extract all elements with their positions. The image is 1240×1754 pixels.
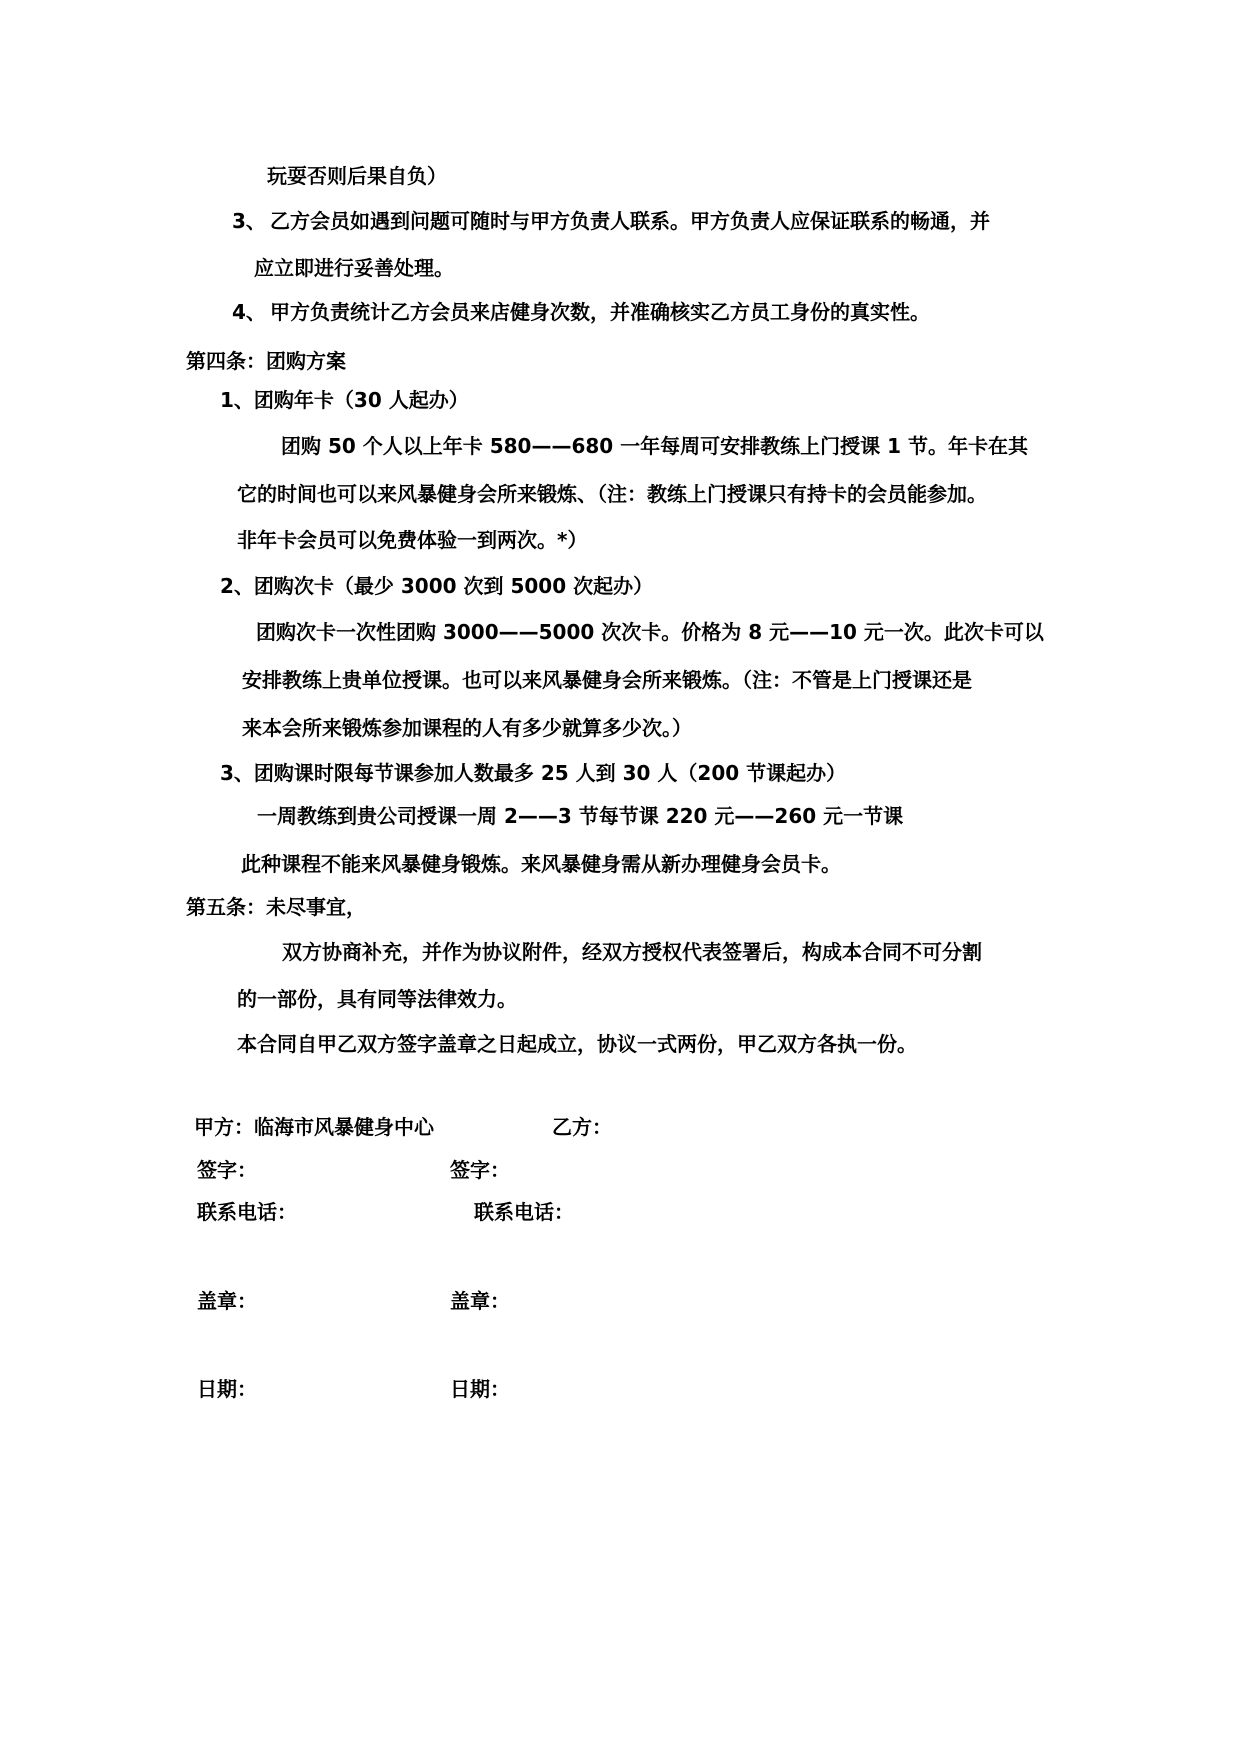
party-b-phone-label: 联系电话： — [474, 1200, 574, 1224]
clause-item-4-number: 4、 — [232, 300, 266, 324]
party-b-seal-label: 盖章： — [450, 1289, 510, 1313]
party-a-date-label: 日期： — [197, 1377, 257, 1401]
clause-item-3-number: 3、 — [232, 209, 266, 233]
party-b-label: 乙方： — [552, 1115, 612, 1139]
article-4-heading: 第四条：团购方案 — [186, 349, 346, 373]
plan-class-hours-line-1: 一周教练到贵公司授课一周 2——3 节每节课 220 元——260 元一节课 — [257, 804, 904, 828]
clause-item-3-line-1: 乙方会员如遇到问题可随时与甲方负责人联系。甲方负责人应保证联系的畅通，并 — [270, 209, 990, 233]
plan-annual-card-line-2: 它的时间也可以来风暴健身会所来锻炼、（注：教练上门授课只有持卡的会员能参加。 — [237, 482, 987, 506]
party-a-signature-label: 签字： — [197, 1158, 257, 1182]
party-a-seal-label: 盖章： — [197, 1289, 257, 1313]
plan-annual-card-line-3: 非年卡会员可以免费体验一到两次。*） — [237, 528, 588, 552]
plan-annual-card-title: 1、团购年卡（30 人起办） — [220, 388, 469, 412]
plan-class-hours-title: 3、团购课时限每节课参加人数最多 25 人到 30 人（200 节课起办） — [220, 761, 847, 785]
closing-statement: 本合同自甲乙双方签字盖章之日起成立，协议一式两份，甲乙双方各执一份。 — [237, 1032, 917, 1056]
clause-continuation: 玩耍否则后果自负） — [267, 164, 447, 188]
party-b-signature-label: 签字： — [450, 1158, 510, 1182]
clause-item-4-text: 甲方负责统计乙方会员来店健身次数，并准确核实乙方员工身份的真实性。 — [270, 300, 930, 324]
party-a-label: 甲方：临海市风暴健身中心 — [194, 1115, 434, 1139]
plan-class-hours-line-2: 此种课程不能来风暴健身锻炼。来风暴健身需从新办理健身会员卡。 — [241, 852, 841, 876]
plan-punch-card-line-3: 来本会所来锻炼参加课程的人有多少就算多少次。） — [242, 716, 692, 740]
plan-punch-card-line-1: 团购次卡一次性团购 3000——5000 次次卡。价格为 8 元——10 元一次。此次卡可以 — [256, 620, 1044, 644]
article-5-para-line-1: 双方协商补充，并作为协议附件，经双方授权代表签署后，构成本合同不可分割 — [282, 940, 982, 964]
plan-punch-card-title: 2、团购次卡（最少 3000 次到 5000 次起办） — [220, 574, 654, 598]
party-b-date-label: 日期： — [450, 1377, 510, 1401]
article-5-para-line-2: 的一部份，具有同等法律效力。 — [237, 987, 517, 1011]
plan-punch-card-line-2: 安排教练上贵单位授课。也可以来风暴健身会所来锻炼。（注：不管是上门授课还是 — [242, 668, 972, 692]
party-a-phone-label: 联系电话： — [197, 1200, 297, 1224]
clause-item-3-line-2: 应立即进行妥善处理。 — [254, 256, 454, 280]
article-5-heading: 第五条：未尽事宜， — [186, 895, 366, 919]
plan-annual-card-line-1: 团购 50 个人以上年卡 580——680 一年每周可安排教练上门授课 1 节。年卡在其 — [281, 434, 1029, 458]
